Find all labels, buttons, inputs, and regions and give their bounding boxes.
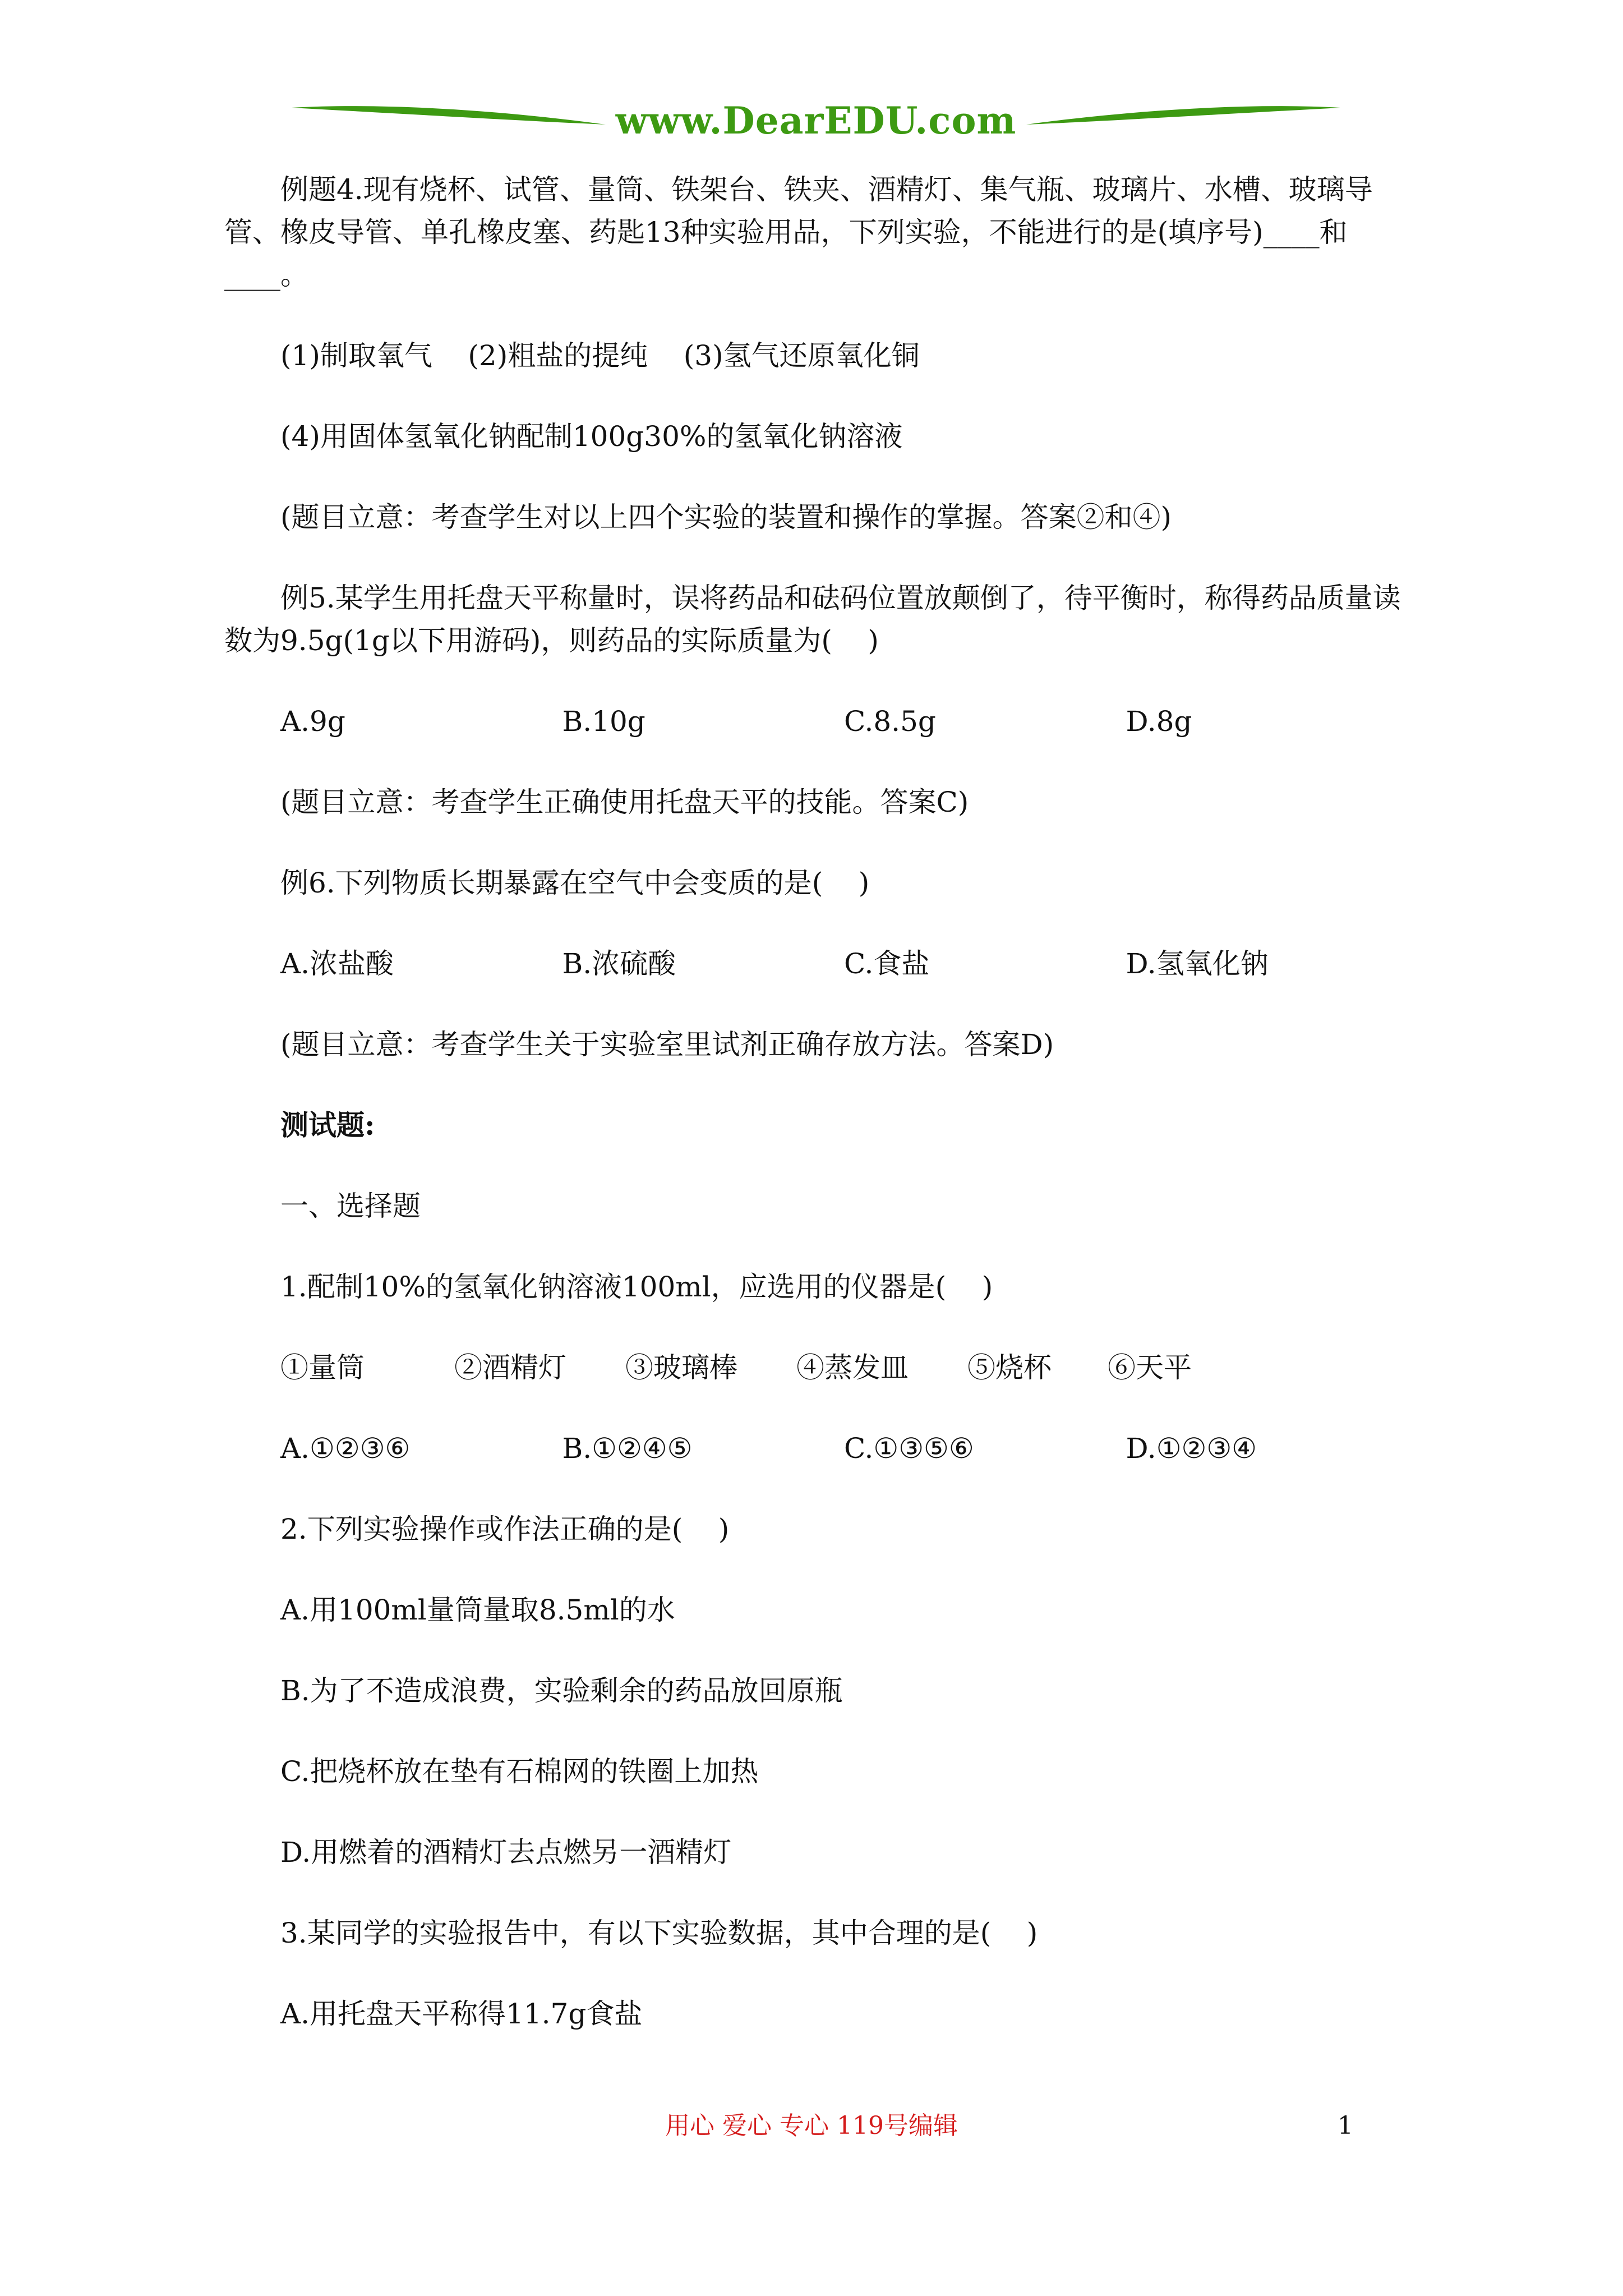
example5-note: (题目立意：考查学生正确使用托盘天平的技能。答案C): [280, 786, 969, 818]
document-body: [224, 168, 1408, 2073]
page-number: 1: [1338, 2111, 1353, 2140]
instrument-item: ③玻璃棒: [625, 1351, 737, 1384]
q2-option-b: B.为了不造成浪费，实验剩余的药品放回原瓶: [280, 1674, 843, 1707]
q2-text: 2.下列实验操作或作法正确的是( ): [280, 1513, 730, 1545]
q2-option-c: C.把烧杯放在垫有石棉网的铁圈上加热: [280, 1755, 759, 1788]
example6-options: [224, 942, 1408, 985]
instrument-item: ⑥天平: [1108, 1351, 1192, 1384]
section-title: 一、选择题: [280, 1190, 421, 1222]
q2-option-a: A.用100ml量筒量取8.5ml的水: [280, 1594, 675, 1626]
option-a: A.①②③⑥: [280, 1432, 411, 1465]
site-logo-text[interactable]: www.DearEDU.com: [615, 99, 1017, 142]
example5-text: 例5.某学生用托盘天平称量时，误将药品和砝码位置放颠倒了，待平衡时，称得药品质量读数为9.5g(1g以下用游码)，则药品的实际质量为( ): [224, 582, 1401, 657]
site-header: [292, 90, 1340, 151]
option-c: C.①③⑤⑥: [844, 1432, 974, 1465]
example6-note: (题目立意：考查学生关于实验室里试剂正确存放方法。答案D): [280, 1028, 1054, 1061]
q1-instruments: [224, 1346, 1408, 1389]
option-b: B.10g: [562, 705, 645, 738]
instrument-item: ④蒸发皿: [796, 1351, 909, 1384]
q2-option-d: D.用燃着的酒精灯去点燃另一酒精灯: [280, 1836, 732, 1869]
example4-text: 例题4.现有烧杯、试管、量筒、铁架台、铁夹、酒精灯、集气瓶、玻璃片、水槽、玻璃导管、橡皮导管、单孔橡皮塞、药匙13种实验用品，下列实验，不能进行的是(填序号)____和____。: [224, 173, 1373, 291]
option-d: D.8g: [1126, 705, 1192, 738]
q3-option-a: A.用托盘天平称得11.7g食盐: [280, 1998, 643, 2030]
instrument-item: ①量筒: [280, 1351, 365, 1384]
footer-text: 用心 爱心 专心 119号编辑: [665, 2111, 958, 2140]
option-d: D.①②③④: [1126, 1432, 1257, 1465]
example5-options: [224, 700, 1408, 743]
example4-items2: (4)用固体氢氧化钠配制100g30%的氢氧化钠溶液: [280, 420, 903, 453]
example6-text: 例6.下列物质长期暴露在空气中会变质的是( ): [280, 867, 870, 899]
option-d: D.氢氧化钠: [1126, 947, 1269, 980]
option-b: B.浓硫酸: [562, 947, 676, 980]
example4-note: (题目立意：考查学生对以上四个实验的装置和操作的掌握。答案②和④): [280, 501, 1172, 533]
q3-text: 3.某同学的实验报告中，有以下实验数据，其中合理的是( ): [280, 1917, 1038, 1949]
instrument-item: ②酒精灯: [454, 1351, 566, 1384]
option-b: B.①②④⑤: [562, 1432, 693, 1465]
q1-options: [224, 1427, 1408, 1470]
instrument-item: ⑤烧杯: [967, 1351, 1052, 1384]
q1-text: 1.配制10%的氢氧化钠溶液100ml，应选用的仪器是( ): [280, 1271, 993, 1303]
option-c: C.食盐: [844, 947, 930, 980]
example4-items1: (1)制取氧气 (2)粗盐的提纯 (3)氢气还原氧化铜: [280, 339, 920, 372]
option-a: A.浓盐酸: [280, 947, 394, 980]
option-a: A.9g: [280, 705, 345, 738]
option-c: C.8.5g: [844, 705, 936, 738]
test-heading: 测试题:: [280, 1108, 375, 1142]
